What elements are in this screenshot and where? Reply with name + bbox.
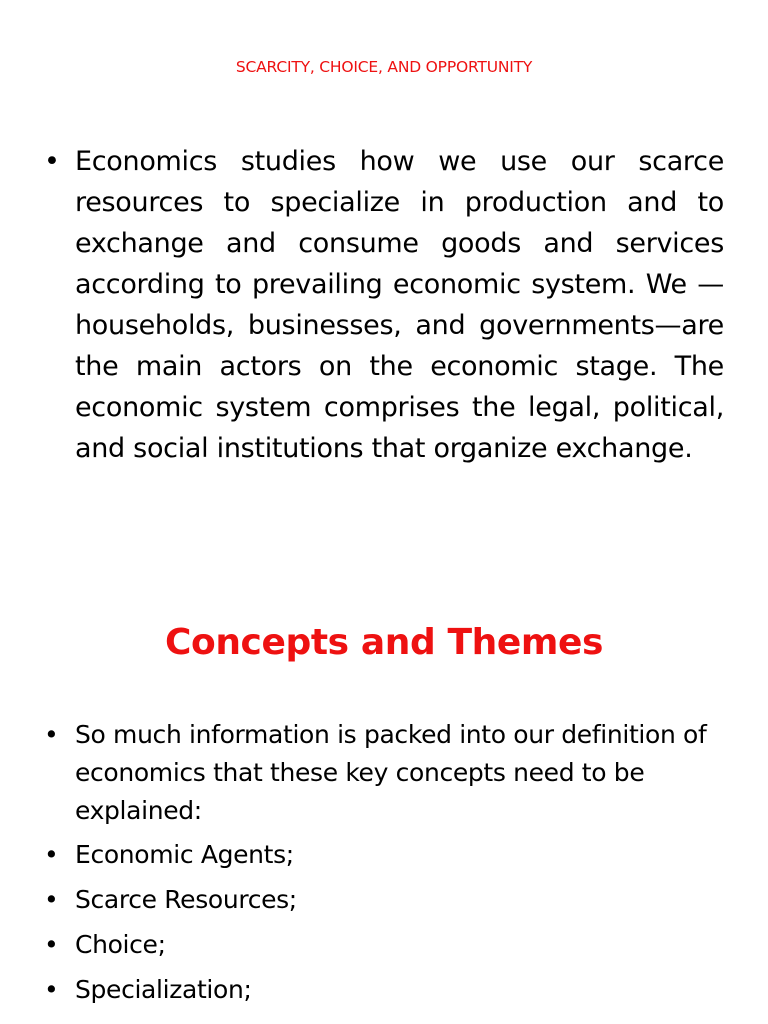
- concept-choice: Choice;: [75, 930, 166, 959]
- list-item: [44, 716, 724, 830]
- bullet-marker: •: [44, 975, 59, 1004]
- concept-specialization: Specialization;: [75, 975, 252, 1004]
- bullet-marker: •: [44, 840, 59, 869]
- intro-paragraph: Economics studies how we use our scarce resources to specialize in production and to exchange and consume goods and services according to prevailing economic system. We —households, businesses, and governments—are the main actors on the economic stage. The economic system comprises the legal, political, and social institutions that organize exchange.: [75, 146, 724, 464]
- concept-intro-text: So much information is packed into our definition of economics that these key concepts need to be explained:: [75, 720, 707, 825]
- list-item: [44, 881, 724, 919]
- list-item: [44, 971, 724, 1009]
- document-heading: SCARCITY, CHOICE, AND OPPORTUNITY: [235, 58, 533, 76]
- bullet-marker: •: [44, 930, 59, 959]
- intro-bullet-list: [44, 141, 724, 469]
- bullet-marker: •: [44, 146, 60, 177]
- section-title: Concepts and Themes: [164, 622, 604, 663]
- concept-economic-agents: Economic Agents;: [75, 840, 294, 869]
- list-item: [44, 141, 724, 469]
- concepts-bullet-list: [44, 716, 724, 1016]
- bullet-marker: •: [44, 885, 59, 914]
- bullet-marker: •: [44, 720, 59, 749]
- list-item: [44, 926, 724, 964]
- list-item: [44, 836, 724, 874]
- concept-scarce-resources: Scarce Resources;: [75, 885, 297, 914]
